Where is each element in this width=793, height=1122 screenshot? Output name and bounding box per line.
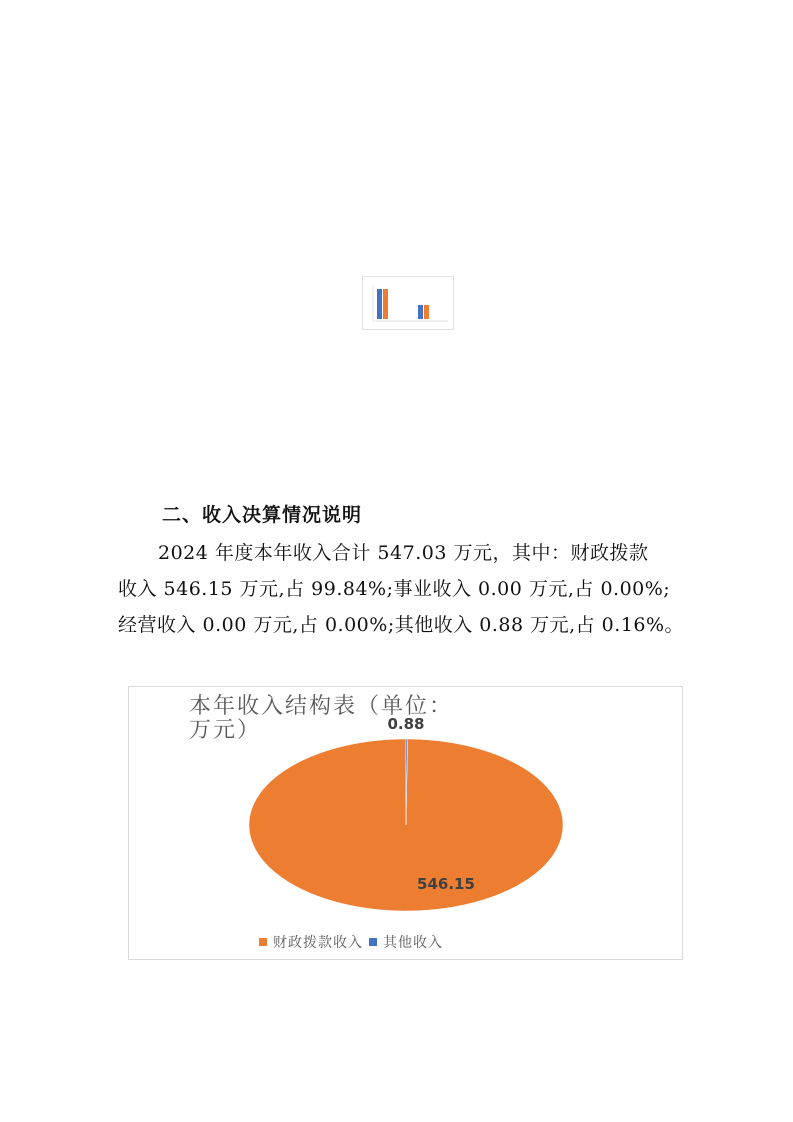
legend-item (369, 932, 443, 952)
thumbnail-bar (383, 289, 388, 319)
legend-label: 财政拨款收入 (273, 935, 363, 951)
paragraph-line: 2024 年度本年收入合计 547.03 万元，其中：财政拨款 (158, 542, 649, 564)
paragraph-line: 收入 546.15 万元,占 99.84%;事业收入 0.00 万元,占 0.00%; (118, 578, 671, 600)
legend-swatch (259, 938, 267, 946)
pie-data-label: 546.15 (417, 875, 475, 893)
chart-title-line: 本年收入结构表（单位： (189, 694, 454, 719)
paragraph-line: 经营收入 0.00 万元,占 0.00%;其他收入 0.88 万元,占 0.16%。 (118, 614, 685, 636)
pie-data-label: 0.88 (387, 715, 425, 733)
thumbnail-bar (418, 305, 423, 319)
legend-label: 其他收入 (383, 935, 443, 951)
thumbnail-bar (377, 289, 382, 319)
pie-svg (129, 687, 682, 959)
section-heading: 二、收入决算情况说明 (162, 504, 363, 526)
income-pie-chart (128, 686, 683, 960)
thumbnail-chart (362, 276, 454, 330)
thumbnail-chart-svg (363, 277, 453, 329)
legend-item (259, 932, 363, 952)
income-paragraph (118, 535, 698, 643)
legend-swatch (369, 938, 377, 946)
thumbnail-bar (424, 305, 429, 319)
chart-title-line: 万元） (189, 718, 262, 743)
chart-legend (259, 932, 443, 952)
